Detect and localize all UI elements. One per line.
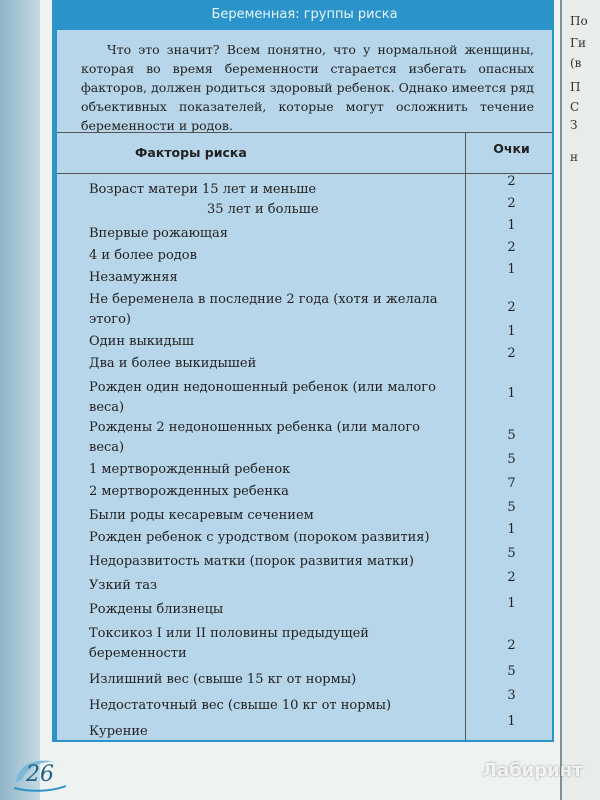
column-header-score: Очки [493,141,530,156]
score-cell: 1 [507,324,516,339]
score-cell: 1 [507,522,516,537]
right-page-text: По [570,14,588,28]
score-cell: 1 [507,596,516,611]
score-cell: 2 [507,300,516,315]
score-cell: 1 [507,714,516,729]
score-cell: 2 [507,638,516,653]
score-cell: 1 [507,386,516,401]
score-cell: 1 [507,218,516,233]
score-cell: 5 [507,452,516,467]
score-cell: 5 [507,664,516,679]
factor-cell: Не беременела в последние 2 года (хотя и желала этого) [89,292,438,327]
factor-cell: Излишний вес (свыше 15 кг от нормы) [89,672,357,687]
factor-cell: 1 мертворожденный ребенок [89,462,291,477]
factor-cell: Были роды кесаревым сечением [89,508,314,523]
factor-cell: 4 и более родов [89,248,197,263]
factor-cell: Незамужняя [89,270,178,285]
score-cell: 2 [507,174,516,189]
score-cell: 5 [507,500,516,515]
factor-cell: 35 лет и больше [207,202,319,217]
factor-cell: Рождены 2 недоношенных ребенка (или малого веса) [89,420,420,455]
factor-cell: Недоразвитость матки (порок развития матки) [89,554,414,569]
page-number: 26 [26,762,54,787]
factor-cell: Два и более выкидышей [89,356,257,371]
intro-paragraph: Что это значит? Всем понятно, что у нормальной женщины, которая во время беременности старается избегать опасных факторов, должен родиться здоровый ребенок. Однако имеется ряд объективных показателей, которые могут осложнить течение беременности и родов. [81,42,534,133]
score-cell: 2 [507,196,516,211]
score-cell: 5 [507,428,516,443]
score-cell: 2 [507,570,516,585]
factor-cell: Курение [89,724,148,739]
right-page-text: З [570,118,578,132]
factor-cell: 2 мертворожденных ребенка [89,484,289,499]
factor-cell: Токсикоз I или II половины предыдущей беременности [89,626,369,661]
right-page-text: С [570,100,580,114]
factor-cell: Рожден один недоношенный ребенок (или малого веса) [89,380,436,415]
watermark: Лабиринт [482,760,583,781]
factor-cell: Один выкидыш [89,334,195,349]
score-cell: 5 [507,546,516,561]
score-cell: 2 [507,240,516,255]
section-title: Беременная: группы риска [57,0,552,30]
page-margin-decoration [0,0,40,800]
score-cell: 3 [507,688,516,703]
score-cell: 2 [507,346,516,361]
score-cell: 1 [507,262,516,277]
column-divider [465,132,466,740]
right-page-text: н [570,150,578,164]
factor-cell: Впервые рожающая [89,226,228,241]
column-header-factors: Факторы риска [135,145,247,160]
factor-cell: Возраст матери 15 лет и меньше [89,182,317,197]
factor-cell: Рожден ребенок с уродством (пороком развития) [89,530,430,545]
right-page-text: (в [570,56,582,70]
factor-cell: Узкий таз [89,578,158,593]
right-page-text: Ги [570,36,586,50]
factor-cell: Недостаточный вес (свыше 10 кг от нормы) [89,698,392,713]
factor-cell: Рождены близнецы [89,602,224,617]
score-cell: 7 [507,476,516,491]
table-header [57,132,552,174]
right-page [560,0,600,800]
right-page-text: П [570,80,581,94]
risk-group-card [52,0,554,742]
